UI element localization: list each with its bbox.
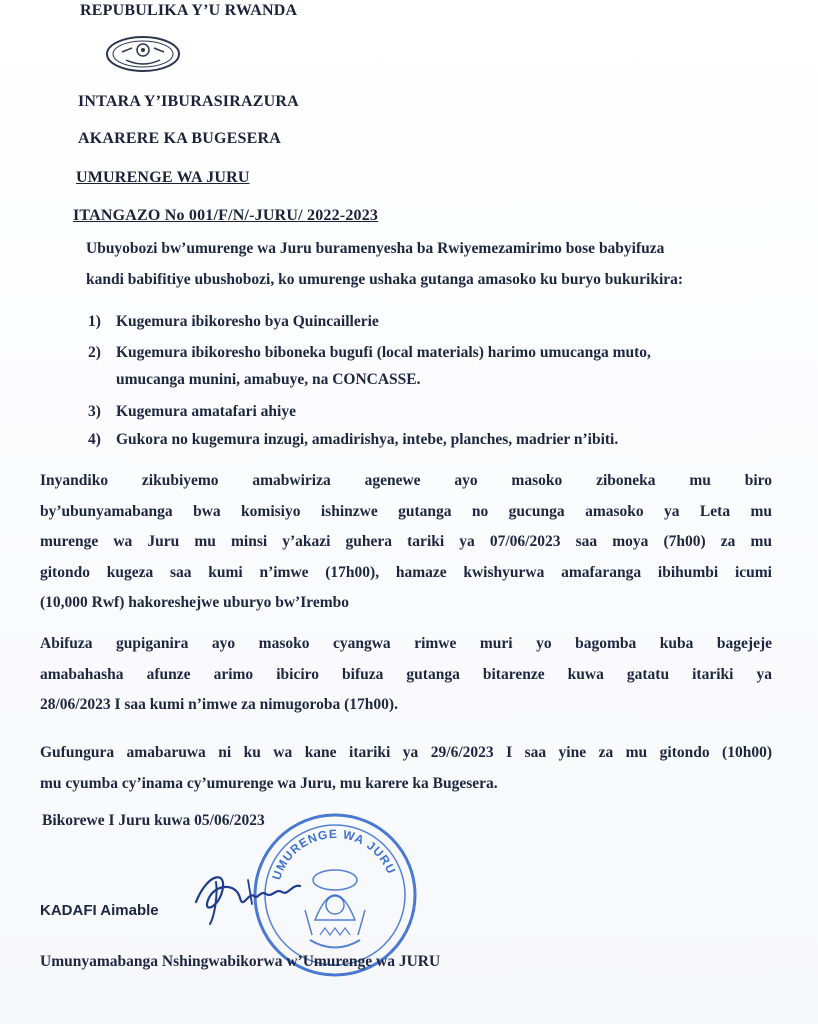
list-item-text: Kugemura amatafari ahiye (116, 403, 296, 420)
submission-paragraph (40, 629, 772, 721)
intro-line: Ubuyobozi bw’umurenge wa Juru buramenyesha ba Rwiyemezamirimo bose babyifuza (86, 240, 665, 257)
list-item (88, 403, 296, 421)
signatory-title: Umunyamabanga Nshingwabikorwa w’Umurenge wa JURU (40, 953, 441, 970)
signatory-name: KADAFI Aimable (40, 902, 159, 919)
list-item-number: 1) (88, 313, 101, 330)
list-item (88, 431, 618, 449)
sector-heading: UMURENGE WA JURU (76, 169, 250, 186)
opening-paragraph (40, 738, 772, 799)
list-item-continuation: umucanga munini, amabuye, na CONCASSE. (116, 371, 421, 388)
handwritten-signature (188, 862, 308, 932)
place-and-date: Bikorewe I Juru kuwa 05/06/2023 (42, 812, 265, 829)
paragraph-line: murenge wa Juru mu minsi y’akazi guhera tariki ya 07/06/2023 saa moya (7h00) za mu (40, 533, 772, 550)
paragraph-line: amabahasha afunze arimo ibiciro bifuza gutanga bitarenze kuwa gatatu itariki ya (40, 665, 772, 683)
province-heading: INTARA Y’IBURASIRAZURA (78, 93, 299, 110)
paragraph-line: (10,000 Rwf) hakoreshejwe uburyo bw’Irembo (40, 594, 349, 611)
list-item (88, 344, 651, 362)
list-item-number: 3) (88, 403, 101, 420)
rwanda-coat-of-arms-logo (104, 34, 182, 74)
notice-reference: ITANGAZO No 001/F/N/-JURU/ 2022-2023 (73, 207, 379, 224)
intro-line: kandi babifitiye ubushobozi, ko umurenge ushaka gutanga amasoko ku buryo bukurikira: (86, 271, 684, 288)
paragraph-line: Inyandiko zikubiyemo amabwiriza agenewe ayo masoko ziboneka mu biro (40, 472, 772, 489)
list-item-text: Gukora no kugemura inzugi, amadirishya, intebe, planches, madrier n’ibiti. (116, 431, 619, 448)
paragraph-line: gitondo kugeza saa kumi n’imwe (17h00), hamaze kwishyurwa amafaranga ibihumbi icumi (40, 563, 772, 581)
stamp-text: UMURENGE WA JURU (269, 826, 399, 882)
list-item (88, 313, 379, 331)
list-item-text: Kugemura ibikoresho bya Quincaillerie (116, 313, 379, 330)
country-heading: REPUBULIKA Y’U RWANDA (80, 2, 298, 19)
list-item-number: 4) (88, 431, 101, 448)
list-item-number: 2) (88, 344, 101, 361)
list-item-text: Kugemura ibikoresho biboneka bugufi (local materials) harimo umucanga muto, (116, 344, 651, 361)
district-heading: AKARERE KA BUGESERA (78, 130, 281, 147)
paragraph-line: Gufungura amabaruwa ni ku wa kane itariki ya 29/6/2023 I saa yine za mu gitondo (10h00) (40, 744, 772, 761)
paragraph-line: by’ubunyamabanga bwa komisiyo ishinzwe gutanga no gucunga amasoko ya Leta mu (40, 502, 772, 520)
paragraph-line: Abifuza gupiganira ayo masoko cyangwa rimwe muri yo bagomba kuba bagejeje (40, 635, 772, 652)
availability-paragraph (40, 466, 772, 619)
paragraph-line: mu cyumba cy’inama cy’umurenge wa Juru, mu karere ka Bugesera. (40, 774, 498, 792)
paragraph-line: 28/06/2023 I saa kumi n’imwe za nimugoroba (17h00). (40, 696, 398, 713)
